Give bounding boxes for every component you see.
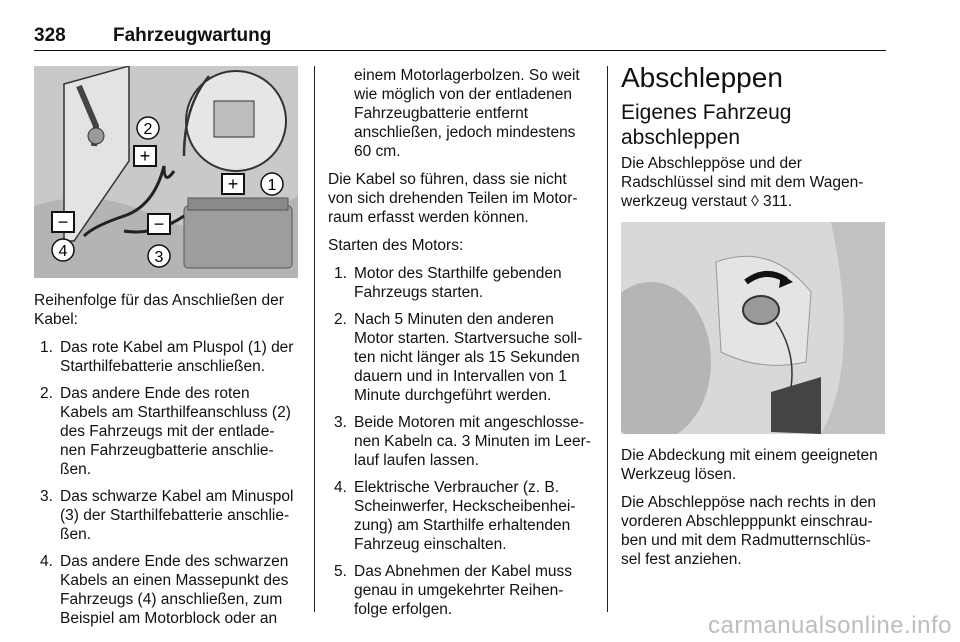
column-divider-1	[314, 66, 315, 612]
section-heading: Abschleppen	[621, 62, 783, 93]
chapter-title: Fahrzeugwartung	[113, 25, 272, 46]
subsection-heading: Eigenes Fahrzeug abschleppen	[621, 101, 792, 149]
site-watermark: carmanualsonline.info	[708, 612, 952, 639]
engine-start-steps	[328, 264, 592, 619]
list-item: 1. Das rote Kabel am Pluspol (1) der Starthilfebatterie anschließen.	[40, 339, 294, 375]
continuation-text: einem Motorlagerbolzen. So weit wie möglich von der entladenen Fahrzeugbatterie entfernt anschließen, jedoch mindestens 60 cm.	[354, 67, 580, 160]
engine-start-intro: Starten des Motors:	[328, 237, 464, 254]
connection-steps	[34, 338, 300, 628]
column-divider-2	[607, 66, 608, 612]
header-rule	[34, 50, 886, 51]
column-1-text	[34, 291, 300, 636]
page-header	[34, 22, 886, 52]
column-3-lower-text	[621, 446, 887, 578]
cable-routing-note: Die Kabel so führen, dass sie nicht von sich drehenden Teilen im Motor-raum erfasst werden können.	[328, 171, 578, 226]
tow-eye-illustration	[621, 222, 885, 434]
svg-text:+: +	[139, 146, 151, 166]
list-item: 3. Beide Motoren mit angeschlosse-nen Kabeln ca. 3 Minuten im Leer-lauf laufen lassen.	[334, 414, 591, 469]
column-3-text	[621, 62, 887, 220]
jump-start-diagram	[34, 66, 298, 278]
callout-1: 1	[267, 177, 277, 194]
callout-3: 3	[154, 249, 164, 266]
list-item: 4. Das andere Ende des schwarzen Kabels an einen Massepunkt des Fahrzeugs (4) anschließen, zum Beispiel am Motorblock oder an	[40, 553, 289, 627]
tow-eye-install-text: Die Abschleppöse nach rechts in den vorderen Abschlepppunkt einschrau-ben und mit dem Radmutternschlüs-sel fest anziehen.	[621, 494, 877, 568]
list-item: 1. Motor des Starthilfe gebenden Fahrzeugs starten.	[334, 265, 562, 301]
svg-text:−: −	[153, 214, 165, 234]
column-2-text	[328, 66, 592, 627]
callout-4: 4	[58, 243, 68, 260]
list-item: 4. Elektrische Verbraucher (z. B. Scheinwerfer, Heckscheibenhei-zung) am Starthilfe erhaltenden Fahrzeug einschalten.	[334, 479, 576, 553]
tow-eye-diagram	[621, 222, 885, 434]
jump-start-illustration	[34, 66, 298, 278]
page-number: 328	[34, 25, 66, 46]
list-item: 2. Nach 5 Minuten den anderen Motor starten. Startversuche soll-ten nicht länger als 15 Sekunden dauern und in Intervallen von 1 Minute durchgeführt werden.	[334, 311, 583, 404]
list-item: 3. Das schwarze Kabel am Minuspol (3) der Starthilfebatterie anschlie-ßen.	[40, 488, 294, 543]
list-item: 5. Das Abnehmen der Kabel muss genau in umgekehrter Reihen-folge erfolgen.	[334, 563, 572, 618]
tow-eye-location-text: Die Abschleppöse und der Radschlüssel sind mit dem Wagen-werkzeug verstaut ◊ 311.	[621, 155, 864, 210]
svg-text:+: +	[227, 174, 239, 194]
callout-2: 2	[143, 121, 153, 138]
svg-text:−: −	[57, 212, 69, 232]
connection-intro: Reihenfolge für das Anschließen der Kabel:	[34, 292, 284, 328]
cover-removal-text: Die Abdeckung mit einem geeigneten Werkzeug lösen.	[621, 447, 878, 483]
list-item: 2. Das andere Ende des roten Kabels am Starthilfeanschluss (2) des Fahrzeugs mit der entlade-nen Fahrzeugbatterie anschlie-ßen.	[40, 385, 291, 478]
